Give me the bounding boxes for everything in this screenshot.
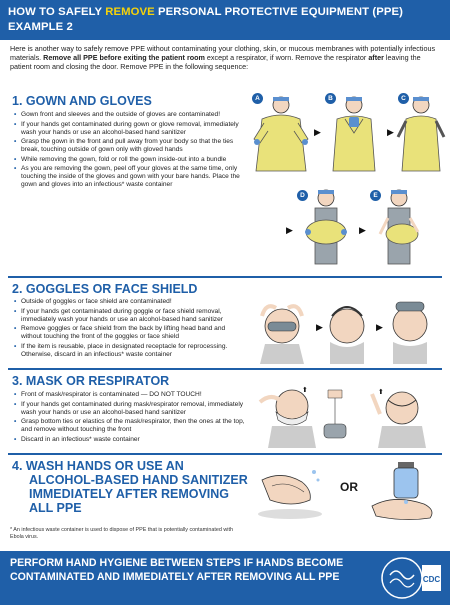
- list-item: • Discard in an infectious* waste container: [14, 436, 252, 444]
- section-divider: [8, 368, 442, 370]
- section-2-title: 2. GOGGLES OR FACE SHIELD: [12, 282, 198, 296]
- list-item: • Outside of goggles or face shield are contaminated!: [14, 298, 246, 306]
- page-header: [0, 0, 450, 40]
- list-item: • If the item is reusable, place in designated receptacle for reprocessing. Otherwise, discard in an infectious* waste container: [14, 343, 246, 359]
- mask-removal-figures: [252, 382, 442, 448]
- arrow-right-icon: ▶: [286, 225, 293, 235]
- header-title-line1: HOW TO SAFELY REMOVE PERSONAL PROTECTIVE EQUIPMENT (PPE): [8, 6, 403, 18]
- list-item: • Remove goggles or face shield from the back by lifting head band and without touching the front of the goggles or face shield: [14, 325, 246, 341]
- goggles-figure-2: [330, 307, 364, 364]
- figure-label-a: A: [252, 93, 263, 104]
- mask-figure-2: [324, 390, 346, 438]
- mask-figure-1: [260, 386, 316, 448]
- arrow-right-icon: ▶: [387, 127, 394, 137]
- list-item: • If your hands get contaminated during mask/respirator removal, immediately wash your hands or use an alcohol-based hand sanitizer: [14, 401, 252, 417]
- goggles-removal-figures: [252, 294, 442, 364]
- gown-removal-figure-b: [323, 93, 385, 175]
- gown-removal-figure-c: [396, 93, 446, 175]
- figure-label-e: E: [370, 190, 381, 201]
- mask-figure-3: [372, 388, 426, 448]
- figure-label-d: D: [297, 190, 308, 201]
- svg-text:⬆: ⬆: [302, 387, 308, 394]
- list-item: • If your hands get contaminated during gown or glove removal, immediately wash your hands or use an alcohol-based hand sanitizer: [14, 121, 242, 137]
- footer-text: PERFORM HAND HYGIENE BETWEEN STEPS IF HANDS BECOME CONTAMINATED AND IMMEDIATELY AFTER REMOVING ALL PPE: [10, 557, 344, 583]
- list-item: • As you are removing the gown, peel off your gloves at the same time, only touching the inside of the gloves and gown with your bare hands. Place the gown and gloves into an infectious* waste container: [14, 165, 242, 189]
- cdc-logo-text: CDC: [422, 575, 441, 584]
- section-4-title: 4. WASH HANDS OR USE AN ALCOHOL-BASED HAND SANITIZER IMMEDIATELY AFTER REMOVING ALL PPE: [12, 459, 248, 515]
- goggles-figure-1: [260, 306, 304, 364]
- svg-text:▶: ▶: [376, 322, 383, 332]
- list-item: • Gown front and sleeves and the outside of gloves are contaminated!: [14, 111, 242, 119]
- list-item: • While removing the gown, fold or roll the gown inside-out into a bundle: [14, 156, 242, 164]
- header-highlight: REMOVE: [105, 6, 155, 18]
- section-3-title: 3. MASK OR RESPIRATOR: [12, 374, 170, 388]
- section-divider: [8, 453, 442, 455]
- list-item: • Grasp the gown in the front and pull away from your body so that the ties break, touching outside of gown only with gloved hands: [14, 138, 242, 154]
- section-1-bullets: [14, 111, 242, 191]
- svg-text:▶: ▶: [316, 322, 323, 332]
- figure-label-c: C: [398, 93, 409, 104]
- footnote: * An infectious waste container is used to dispose of PPE that is potentially contaminated with Ebola virus.: [10, 527, 233, 540]
- list-item: • Front of mask/respirator is contaminated — DO NOT TOUCH!: [14, 391, 252, 399]
- section-divider: [8, 276, 442, 278]
- intro-paragraph: Here is another way to safely remove PPE without contaminating your clothing, skin, or mucous membranes with potentially infectious materials. Remove all PPE before exiting the patient room except a respirator, if worn. Remove the respirator after leaving the patient room and closing the door. Remove PPE in the following sequence:: [10, 44, 436, 71]
- section-1-title: 1. GOWN AND GLOVES: [12, 94, 152, 108]
- gown-removal-figure-a: [250, 93, 312, 175]
- goggles-figure-3: [393, 302, 427, 364]
- page-footer: [0, 551, 450, 605]
- list-item: • If your hands get contaminated during goggle or face shield removal, immediately wash your hands or use an alcohol-based hand sanitizer: [14, 308, 246, 324]
- arrow-right-icon: ▶: [359, 225, 366, 235]
- or-label: OR: [340, 480, 358, 494]
- figure-label-b: B: [325, 93, 336, 104]
- section-3-bullets: [14, 391, 252, 445]
- header-title-line2: EXAMPLE 2: [8, 21, 73, 33]
- hand-sanitizer-figure: [364, 458, 444, 524]
- cdc-logo: [380, 555, 442, 601]
- hand-washing-figure: [252, 460, 327, 520]
- list-item: • Grasp bottom ties or elastics of the mask/respirator, then the ones at the top, and remove without touching the front: [14, 418, 252, 434]
- svg-text:⬆: ⬆: [378, 389, 384, 396]
- section-2-bullets: [14, 298, 246, 360]
- arrow-right-icon: ▶: [314, 127, 321, 137]
